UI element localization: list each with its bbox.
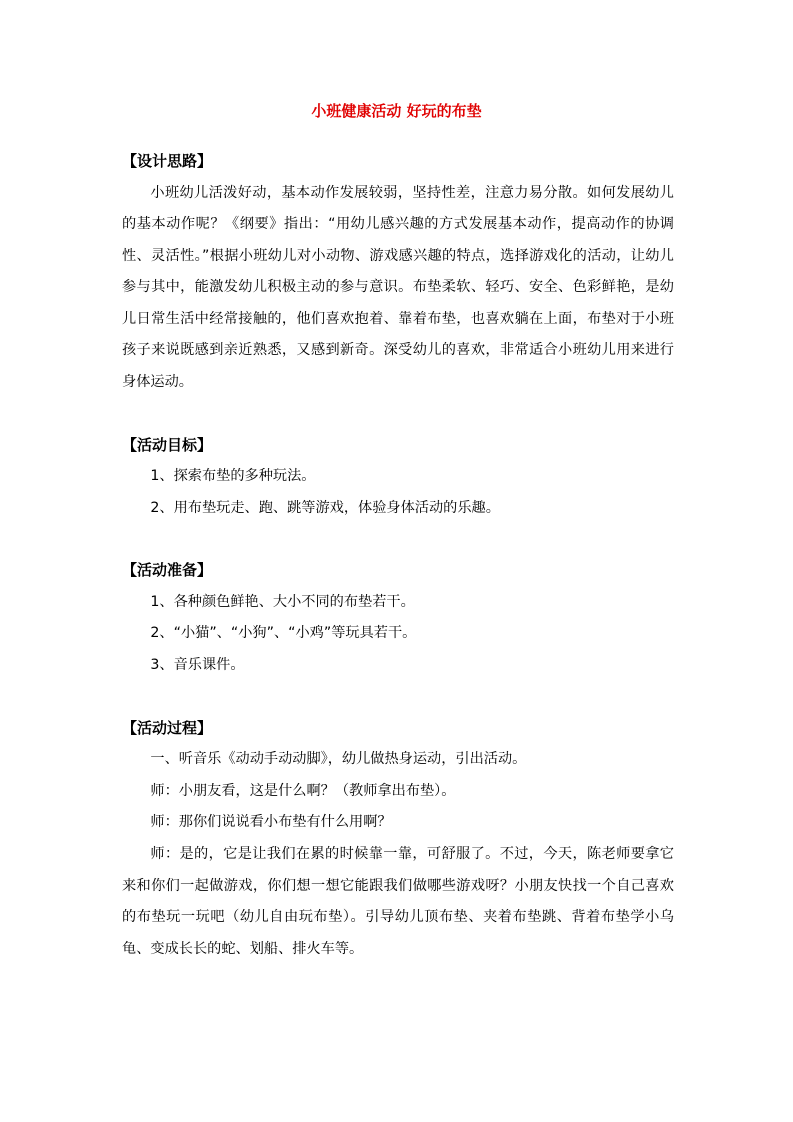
design-paragraph: 小班幼儿活泼好动，基本动作发展较弱，坚持性差，注意力易分散。如何发展幼儿的基本动作呢？《纲要》指出：“用幼儿感兴趣的方式发展基本动作，提高动作的协调性、灵活性。”根据小班幼儿对小动物、游戏感兴趣的特点，选择游戏化的活动，让幼儿参与其中，能激发幼儿积极主动的参与意识。布垫柔软、轻巧、安全、色彩鲜艳，是幼儿日常生活中经常接触的，他们喜欢抱着、靠着布垫，也喜欢躺在上面，布垫对于小班孩子来说既感到亲近熟悉，又感到新奇。深受幼儿的喜欢，非常适合小班幼儿用来进行身体运动。 [122, 184, 674, 391]
section-goals [122, 430, 674, 525]
process-line: 师：那你们说说看小布垫有什么用啊？ [150, 814, 392, 831]
document-body [122, 146, 674, 996]
section-heading-process: 【活动过程】 [122, 718, 213, 737]
section-heading-design: 【设计思路】 [122, 152, 213, 170]
document-title: 小班健康活动 好玩的布垫 [311, 102, 482, 120]
process-line: 师：小朋友看，这是什么啊？（教师拿出布垫）。 [150, 782, 456, 799]
process-paragraph: 师：是的，它是让我们在累的时候靠一靠，可舒服了。不过，今天，陈老师要拿它来和你们一起做游戏，你们想一想它能跟我们做哪些游戏呀？小朋友快找一个自己喜欢的布垫玩一玩吧（幼儿自由玩布垫）。引导幼儿顶布垫、夹着布垫跳、背着布垫学小乌龟、变成长长的蛇、划船、排火车等。 [122, 845, 674, 957]
section-process [122, 713, 674, 966]
section-heading-goals: 【活动目标】 [122, 435, 213, 454]
section-preparation [122, 555, 674, 681]
section-design [122, 146, 674, 399]
preparation-item: 2、“小猫”、“小狗”、“小鸡”等玩具若干。 [150, 625, 417, 642]
process-line: 一、听音乐《动动手动动脚》，幼儿做热身运动，引出活动。 [150, 751, 527, 768]
preparation-item: 1、各种颜色鲜艳、大小不同的布垫若干。 [150, 593, 415, 610]
goal-item: 1、探索布垫的多种玩法。 [150, 468, 316, 485]
goal-item: 2、用布垫玩走、跑、跳等游戏，体验身体活动的乐趣。 [150, 499, 500, 516]
section-heading-preparation: 【活动准备】 [122, 561, 213, 580]
preparation-item: 3、音乐课件。 [150, 657, 245, 674]
